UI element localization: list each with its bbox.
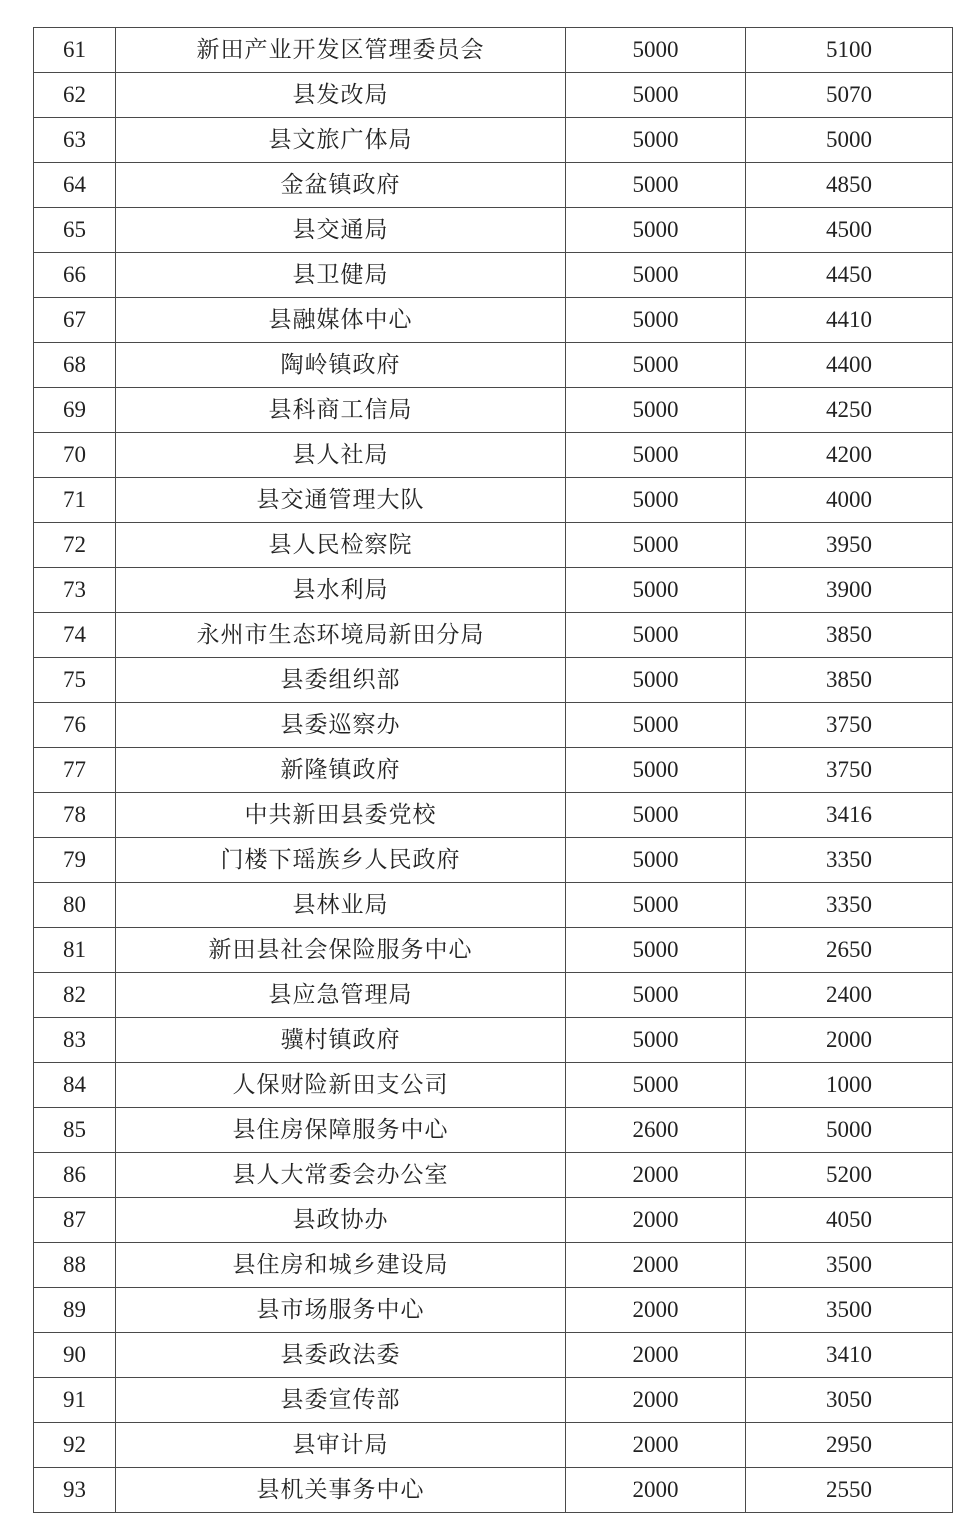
unit-name-cell: 县人社局 — [116, 433, 566, 478]
unit-name-cell: 永州市生态环境局新田分局 — [116, 613, 566, 658]
amount-b-cell: 4450 — [746, 253, 953, 298]
amount-b-cell: 3950 — [746, 523, 953, 568]
row-number-cell: 80 — [34, 883, 116, 928]
table-row — [34, 703, 953, 748]
row-number-cell: 83 — [34, 1018, 116, 1063]
row-number-cell: 75 — [34, 658, 116, 703]
table-row — [34, 1423, 953, 1468]
amount-a-cell: 2000 — [566, 1243, 746, 1288]
unit-name-cell: 县人大常委会办公室 — [116, 1153, 566, 1198]
amount-a-cell: 5000 — [566, 838, 746, 883]
row-number-cell: 84 — [34, 1063, 116, 1108]
unit-name-cell: 县委巡察办 — [116, 703, 566, 748]
unit-name-cell: 县交通管理大队 — [116, 478, 566, 523]
amount-b-cell: 4200 — [746, 433, 953, 478]
document-page — [33, 27, 952, 1513]
amount-b-cell: 4000 — [746, 478, 953, 523]
row-number-cell: 63 — [34, 118, 116, 163]
amount-b-cell: 3050 — [746, 1378, 953, 1423]
unit-name-cell: 人保财险新田支公司 — [116, 1063, 566, 1108]
amount-b-cell: 4050 — [746, 1198, 953, 1243]
row-number-cell: 93 — [34, 1468, 116, 1513]
unit-name-cell: 门楼下瑶族乡人民政府 — [116, 838, 566, 883]
table-body — [34, 28, 953, 1513]
amount-a-cell: 5000 — [566, 928, 746, 973]
amount-a-cell: 5000 — [566, 388, 746, 433]
amount-b-cell: 2400 — [746, 973, 953, 1018]
table-row — [34, 883, 953, 928]
amount-b-cell: 2950 — [746, 1423, 953, 1468]
table-row — [34, 793, 953, 838]
amount-a-cell: 5000 — [566, 748, 746, 793]
unit-name-cell: 骥村镇政府 — [116, 1018, 566, 1063]
amount-a-cell: 5000 — [566, 28, 746, 73]
row-number-cell: 86 — [34, 1153, 116, 1198]
unit-name-cell: 县科商工信局 — [116, 388, 566, 433]
amount-b-cell: 4400 — [746, 343, 953, 388]
table-row — [34, 1378, 953, 1423]
table-row — [34, 298, 953, 343]
table-row — [34, 253, 953, 298]
unit-name-cell: 县水利局 — [116, 568, 566, 613]
amount-b-cell: 1000 — [746, 1063, 953, 1108]
amount-b-cell: 5070 — [746, 73, 953, 118]
amount-a-cell: 5000 — [566, 433, 746, 478]
row-number-cell: 91 — [34, 1378, 116, 1423]
amount-b-cell: 3900 — [746, 568, 953, 613]
unit-name-cell: 金盆镇政府 — [116, 163, 566, 208]
table-row — [34, 1243, 953, 1288]
row-number-cell: 74 — [34, 613, 116, 658]
amount-a-cell: 5000 — [566, 298, 746, 343]
table-row — [34, 1063, 953, 1108]
row-number-cell: 89 — [34, 1288, 116, 1333]
table-row — [34, 658, 953, 703]
unit-name-cell: 县市场服务中心 — [116, 1288, 566, 1333]
amount-a-cell: 5000 — [566, 523, 746, 568]
unit-name-cell: 中共新田县委党校 — [116, 793, 566, 838]
row-number-cell: 77 — [34, 748, 116, 793]
amount-a-cell: 5000 — [566, 253, 746, 298]
table-row — [34, 1153, 953, 1198]
table-row — [34, 838, 953, 883]
amount-b-cell: 5000 — [746, 118, 953, 163]
amount-a-cell: 5000 — [566, 568, 746, 613]
table-row — [34, 523, 953, 568]
row-number-cell: 92 — [34, 1423, 116, 1468]
row-number-cell: 64 — [34, 163, 116, 208]
amount-b-cell: 3500 — [746, 1243, 953, 1288]
amount-a-cell: 5000 — [566, 73, 746, 118]
row-number-cell: 72 — [34, 523, 116, 568]
unit-name-cell: 县林业局 — [116, 883, 566, 928]
table-row — [34, 1333, 953, 1378]
amount-a-cell: 5000 — [566, 658, 746, 703]
row-number-cell: 73 — [34, 568, 116, 613]
table-row — [34, 928, 953, 973]
amount-a-cell: 5000 — [566, 703, 746, 748]
amount-b-cell: 3750 — [746, 748, 953, 793]
row-number-cell: 68 — [34, 343, 116, 388]
row-number-cell: 85 — [34, 1108, 116, 1153]
row-number-cell: 88 — [34, 1243, 116, 1288]
unit-name-cell: 新田产业开发区管理委员会 — [116, 28, 566, 73]
table-row — [34, 163, 953, 208]
row-number-cell: 78 — [34, 793, 116, 838]
amount-a-cell: 2000 — [566, 1378, 746, 1423]
table-row — [34, 568, 953, 613]
unit-name-cell: 县住房保障服务中心 — [116, 1108, 566, 1153]
unit-name-cell: 县委组织部 — [116, 658, 566, 703]
unit-name-cell: 新田县社会保险服务中心 — [116, 928, 566, 973]
amount-a-cell: 5000 — [566, 118, 746, 163]
amount-a-cell: 5000 — [566, 883, 746, 928]
table-row — [34, 1198, 953, 1243]
amount-a-cell: 5000 — [566, 1063, 746, 1108]
table-row — [34, 973, 953, 1018]
amount-b-cell: 2000 — [746, 1018, 953, 1063]
amount-b-cell: 3850 — [746, 613, 953, 658]
amount-b-cell: 3410 — [746, 1333, 953, 1378]
row-number-cell: 81 — [34, 928, 116, 973]
amount-a-cell: 2000 — [566, 1288, 746, 1333]
amount-a-cell: 2000 — [566, 1468, 746, 1513]
amount-a-cell: 5000 — [566, 613, 746, 658]
amount-a-cell: 2000 — [566, 1153, 746, 1198]
amount-b-cell: 3850 — [746, 658, 953, 703]
row-number-cell: 82 — [34, 973, 116, 1018]
amount-a-cell: 2000 — [566, 1198, 746, 1243]
row-number-cell: 79 — [34, 838, 116, 883]
amount-b-cell: 3350 — [746, 838, 953, 883]
row-number-cell: 71 — [34, 478, 116, 523]
amount-a-cell: 5000 — [566, 478, 746, 523]
unit-name-cell: 县发改局 — [116, 73, 566, 118]
table-row — [34, 613, 953, 658]
unit-name-cell: 县审计局 — [116, 1423, 566, 1468]
row-number-cell: 62 — [34, 73, 116, 118]
unit-name-cell: 县融媒体中心 — [116, 298, 566, 343]
unit-name-cell: 县委宣传部 — [116, 1378, 566, 1423]
amount-b-cell: 5200 — [746, 1153, 953, 1198]
row-number-cell: 87 — [34, 1198, 116, 1243]
table-row — [34, 1468, 953, 1513]
data-table — [33, 27, 953, 1513]
amount-b-cell: 5100 — [746, 28, 953, 73]
unit-name-cell: 县住房和城乡建设局 — [116, 1243, 566, 1288]
unit-name-cell: 陶岭镇政府 — [116, 343, 566, 388]
amount-a-cell: 5000 — [566, 1018, 746, 1063]
row-number-cell: 90 — [34, 1333, 116, 1378]
table-row — [34, 343, 953, 388]
table-row — [34, 73, 953, 118]
unit-name-cell: 县机关事务中心 — [116, 1468, 566, 1513]
row-number-cell: 66 — [34, 253, 116, 298]
amount-b-cell: 4250 — [746, 388, 953, 433]
amount-b-cell: 4410 — [746, 298, 953, 343]
unit-name-cell: 县卫健局 — [116, 253, 566, 298]
table-row — [34, 1108, 953, 1153]
table-row — [34, 118, 953, 163]
amount-a-cell: 5000 — [566, 343, 746, 388]
unit-name-cell: 新隆镇政府 — [116, 748, 566, 793]
unit-name-cell: 县应急管理局 — [116, 973, 566, 1018]
unit-name-cell: 县文旅广体局 — [116, 118, 566, 163]
table-row — [34, 28, 953, 73]
amount-b-cell: 2650 — [746, 928, 953, 973]
amount-a-cell: 2600 — [566, 1108, 746, 1153]
amount-a-cell: 5000 — [566, 973, 746, 1018]
amount-b-cell: 4850 — [746, 163, 953, 208]
amount-b-cell: 2550 — [746, 1468, 953, 1513]
amount-b-cell: 4500 — [746, 208, 953, 253]
table-row — [34, 748, 953, 793]
unit-name-cell: 县政协办 — [116, 1198, 566, 1243]
table-row — [34, 478, 953, 523]
row-number-cell: 76 — [34, 703, 116, 748]
amount-a-cell: 5000 — [566, 208, 746, 253]
amount-b-cell: 3416 — [746, 793, 953, 838]
table-row — [34, 433, 953, 478]
table-row — [34, 1288, 953, 1333]
amount-b-cell: 5000 — [746, 1108, 953, 1153]
amount-b-cell: 3350 — [746, 883, 953, 928]
amount-a-cell: 2000 — [566, 1333, 746, 1378]
row-number-cell: 69 — [34, 388, 116, 433]
table-row — [34, 388, 953, 433]
unit-name-cell: 县委政法委 — [116, 1333, 566, 1378]
row-number-cell: 65 — [34, 208, 116, 253]
row-number-cell: 70 — [34, 433, 116, 478]
table-row — [34, 1018, 953, 1063]
table-row — [34, 208, 953, 253]
unit-name-cell: 县人民检察院 — [116, 523, 566, 568]
amount-a-cell: 5000 — [566, 793, 746, 838]
row-number-cell: 61 — [34, 28, 116, 73]
amount-a-cell: 5000 — [566, 163, 746, 208]
amount-a-cell: 2000 — [566, 1423, 746, 1468]
amount-b-cell: 3750 — [746, 703, 953, 748]
amount-b-cell: 3500 — [746, 1288, 953, 1333]
unit-name-cell: 县交通局 — [116, 208, 566, 253]
row-number-cell: 67 — [34, 298, 116, 343]
